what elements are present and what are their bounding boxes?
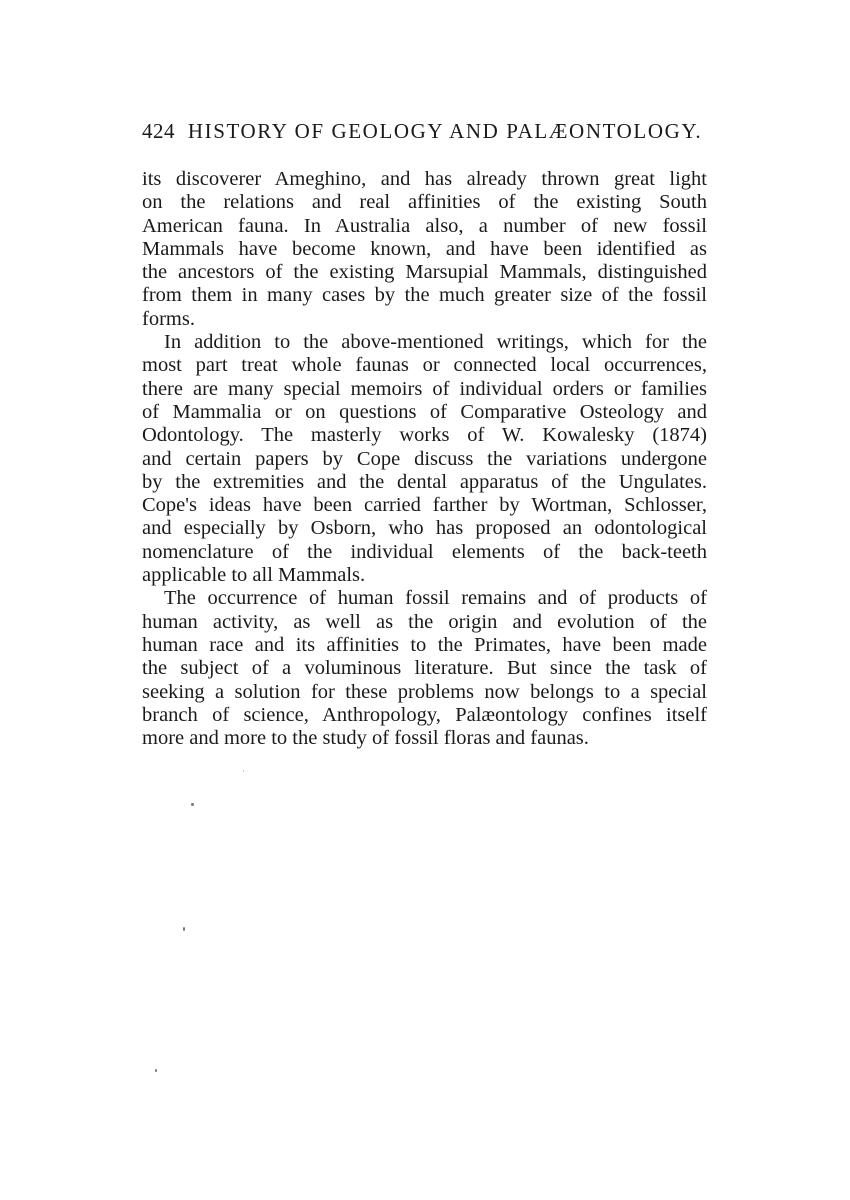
text-line: nomenclature of the individual elements of the back-teeth [142, 540, 707, 563]
text-line: human race and its affinities to the Primates, have been made [142, 633, 707, 656]
text-line: there are many special memoirs of individual orders or families [142, 377, 707, 400]
running-title: HISTORY OF GEOLOGY AND PALÆONTOLOGY. [187, 119, 703, 143]
paragraph-1 [142, 168, 707, 331]
text-line: Mammals have become known, and have been identified as [142, 237, 707, 260]
text-line: applicable to all Mammals. [142, 564, 366, 587]
text-line: its discoverer Ameghino, and has already thrown great light [142, 168, 707, 190]
text-line: of Mammalia or on questions of Comparative Osteology and [142, 400, 707, 423]
running-head [142, 116, 707, 146]
scan-speck [191, 803, 194, 806]
paragraph-2 [142, 331, 707, 587]
body-text [142, 168, 707, 750]
text-line: Odontology. The masterly works of W. Kowalesky (1874) [142, 424, 707, 447]
text-line: In addition to the above-mentioned writings, which for the [164, 331, 707, 354]
text-line: Cope's ideas have been carried farther by Wortman, Schlosser, [142, 494, 707, 517]
text-line: by the extremities and the dental apparatus of the Ungulates. [142, 470, 707, 493]
text-line: and especially by Osborn, who has proposed an odontological [142, 517, 707, 540]
text-line: and certain papers by Cope discuss the variations undergone [142, 447, 707, 470]
text-line: The occurrence of human fossil remains and of products of [164, 587, 707, 610]
text-line: seeking a solution for these problems now belongs to a special [142, 680, 707, 703]
text-line: human activity, as well as the origin and evolution of the [142, 610, 707, 633]
text-line: most part treat whole faunas or connected local occurrences, [142, 354, 707, 377]
page-number: 424 [142, 119, 175, 143]
paragraph-3 [142, 587, 707, 750]
text-line: branch of science, Anthropology, Palæontology confines itself [142, 703, 707, 726]
text-line: the subject of a voluminous literature. But since the task of [142, 657, 707, 680]
text-line: more and more to the study of fossil floras and faunas. [142, 727, 589, 750]
text-line: the ancestors of the existing Marsupial Mammals, distinguished [142, 261, 707, 284]
scan-speck [155, 1069, 157, 1072]
text-line: forms. [142, 307, 195, 330]
text-line: from them in many cases by the much greater size of the fossil [142, 284, 707, 307]
scan-speck [243, 770, 244, 772]
text-line: on the relations and real affinities of the existing South [142, 191, 707, 214]
scan-speck [183, 927, 185, 931]
text-line: American fauna. In Australia also, a number of new fossil [142, 214, 707, 237]
